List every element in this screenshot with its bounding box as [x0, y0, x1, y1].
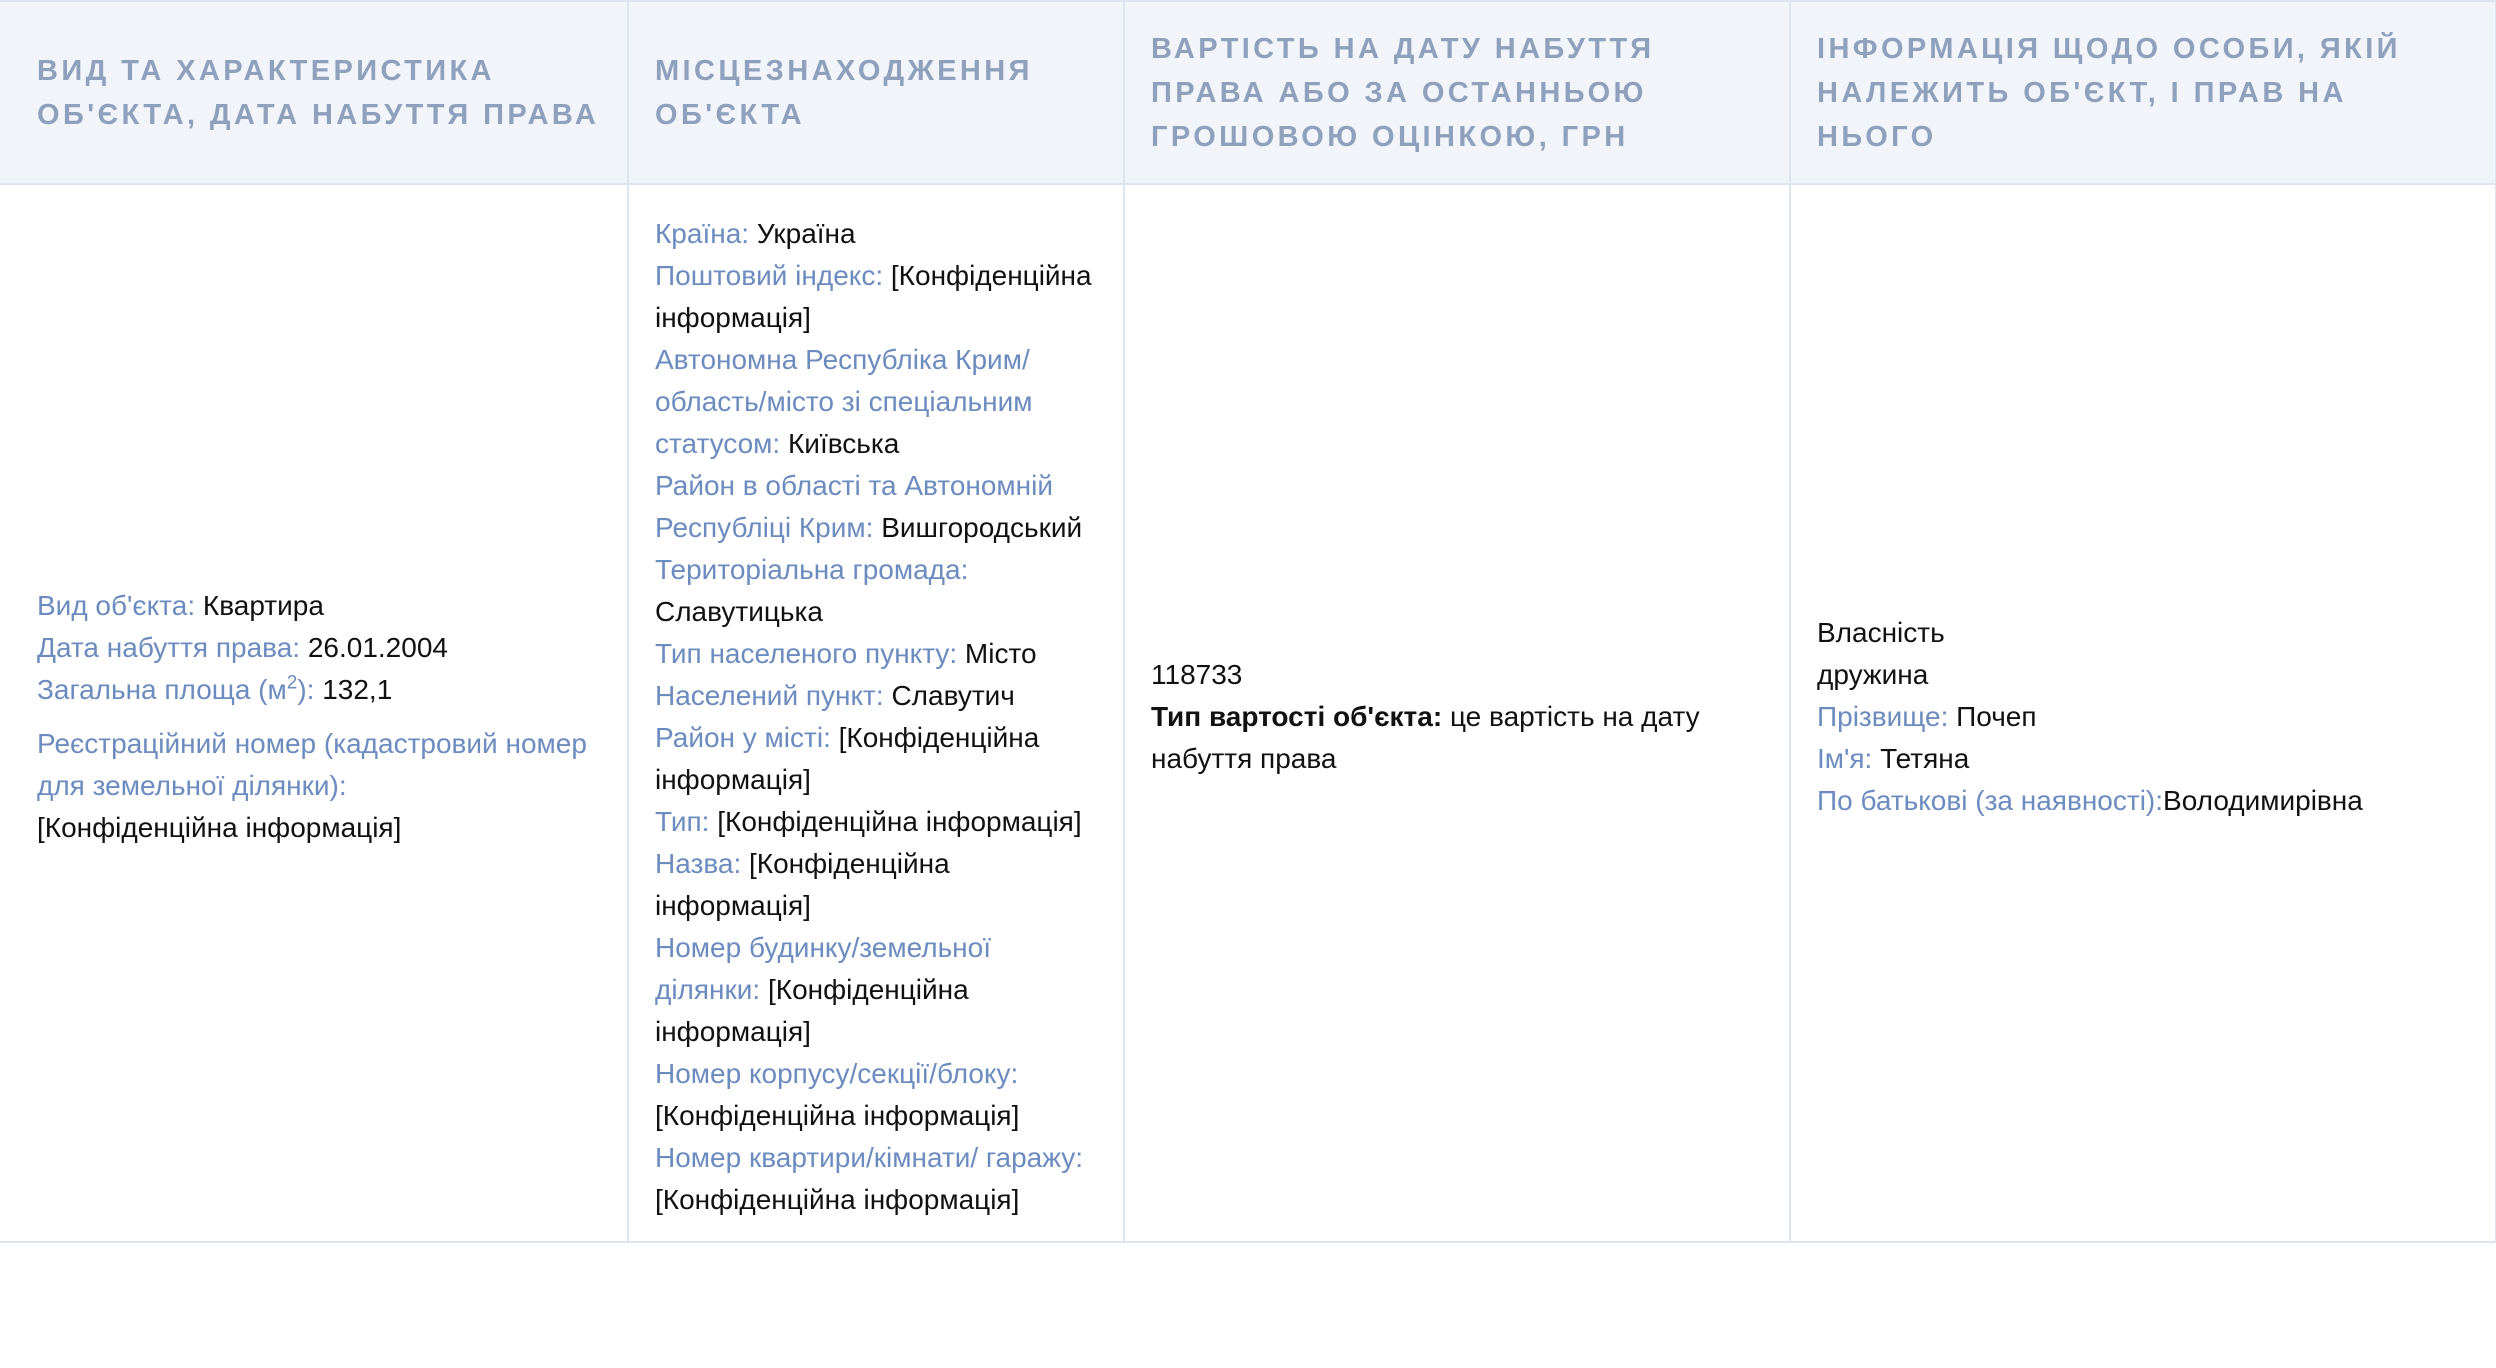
- acquisition-date-value: 26.01.2004: [307, 632, 448, 663]
- street-type-label: Тип:: [655, 806, 710, 837]
- postal-label: Поштовий індекс:: [655, 260, 884, 291]
- value-cell: [1124, 184, 1790, 1242]
- street-type-value: [Конфіденційна інформація]: [717, 806, 1082, 837]
- first-name-label: Ім'я:: [1817, 743, 1873, 774]
- object-cell: [0, 184, 628, 1242]
- settlement-type-label: Тип населеного пункту:: [655, 638, 958, 669]
- building-label: Номер корпусу/секції/блоку:: [655, 1058, 1019, 1089]
- surname-line: [1817, 696, 2469, 738]
- registration-number-value: [Конфіденційна інформація]: [37, 812, 402, 843]
- settlement-value: Славутич: [891, 680, 1015, 711]
- first-name-value: Тетяна: [1880, 743, 1970, 774]
- header-location: МІСЦЕЗНАХОДЖЕННЯ ОБ'ЄКТА: [628, 1, 1124, 184]
- header-object-type: ВИД ТА ХАРАКТЕРИСТИКА ОБ'ЄКТА, ДАТА НАБУТТЯ ПРАВА: [0, 1, 628, 184]
- surname-label: Прізвище:: [1817, 701, 1949, 732]
- building-value: [Конфіденційна інформація]: [655, 1100, 1020, 1131]
- country-line: [655, 213, 1097, 255]
- district-line: [655, 465, 1097, 549]
- community-value: Славутицька: [655, 596, 823, 627]
- value-type-value: це вартість на дату набуття права: [1151, 701, 1700, 774]
- street-name-label: Назва:: [655, 848, 742, 879]
- country-value: Україна: [756, 218, 856, 249]
- header-row: [0, 1, 2496, 184]
- street-name-value: [Конфіденційна інформація]: [655, 848, 950, 921]
- patronymic-value: Володимирівна: [2163, 785, 2363, 816]
- owner-relation: дружина: [1817, 659, 1929, 690]
- settlement-line: [655, 675, 1097, 717]
- table-header: [0, 1, 2496, 184]
- owner-cell: [1790, 184, 2496, 1242]
- acquisition-date-label: Дата набуття права:: [37, 632, 301, 663]
- object-type-line: [37, 585, 601, 627]
- surname-value: Почеп: [1956, 701, 2037, 732]
- acquisition-date-line: [37, 627, 601, 669]
- postal-line: [655, 255, 1097, 339]
- community-line: [655, 549, 1097, 633]
- city-district-value: [Конфіденційна інформація]: [655, 722, 1040, 795]
- street-type-line: [655, 801, 1097, 843]
- value-type-line: [1151, 696, 1763, 780]
- apartment-label: Номер квартири/кімнати/ гаражу:: [655, 1142, 1084, 1173]
- city-district-label: Район у місті:: [655, 722, 831, 753]
- postal-value: [Конфіденційна інформація]: [655, 260, 1092, 333]
- area-value: 132,1: [322, 674, 393, 705]
- area-label: Загальна площа $(м^2)$:: [37, 672, 315, 705]
- district-label: Район в області та Автономній Республіці Крим:: [655, 470, 1054, 543]
- first-name-line: [1817, 738, 2469, 780]
- city-district-line: [655, 717, 1097, 801]
- building-line: [655, 1053, 1097, 1137]
- header-owner: ІНФОРМАЦІЯ ЩОДО ОСОБИ, ЯКІЙ НАЛЕЖИТЬ ОБ'ЄКТ, І ПРАВ НА НЬОГО: [1790, 1, 2496, 184]
- apartment-line: [655, 1137, 1097, 1221]
- patronymic-label: По батькові (за наявності):: [1817, 785, 2164, 816]
- settlement-label: Населений пункт:: [655, 680, 884, 711]
- house-value: [Конфіденційна інформація]: [655, 974, 969, 1047]
- region-line: [655, 339, 1097, 465]
- apartment-value: [Конфіденційна інформація]: [655, 1184, 1020, 1215]
- house-label: Номер будинку/земельної ділянки:: [655, 932, 991, 1005]
- house-line: [655, 927, 1097, 1053]
- object-type-label: Вид об'єкта:: [37, 590, 196, 621]
- community-label: Територіальна громада:: [655, 554, 969, 585]
- location-cell: [628, 184, 1124, 1242]
- region-label: Автономна Республіка Крим/ область/місто зі спеціальним статусом:: [655, 344, 1033, 459]
- ownership-right: Власність: [1817, 617, 1945, 648]
- table-row: [0, 184, 2496, 1242]
- value-amount: 118733: [1151, 659, 1243, 690]
- settlement-type-line: [655, 633, 1097, 675]
- district-value: Вишгородський: [881, 512, 1083, 543]
- patronymic-line: [1817, 780, 2469, 822]
- value-type-label: Тип вартості об'єкта:: [1151, 701, 1443, 732]
- registration-number-label: Реєстраційний номер (кадастровий номер для земельної ділянки):: [37, 728, 587, 801]
- country-label: Країна:: [655, 218, 750, 249]
- region-value: Київська: [788, 428, 900, 459]
- settlement-type-value: Місто: [964, 638, 1037, 669]
- area-line: [37, 669, 601, 711]
- header-value: ВАРТІСТЬ НА ДАТУ НАБУТТЯ ПРАВА АБО ЗА ОСТАННЬОЮ ГРОШОВОЮ ОЦІНКОЮ, ГРН: [1124, 1, 1790, 184]
- object-type-value: Квартира: [202, 590, 324, 621]
- street-name-line: [655, 843, 1097, 927]
